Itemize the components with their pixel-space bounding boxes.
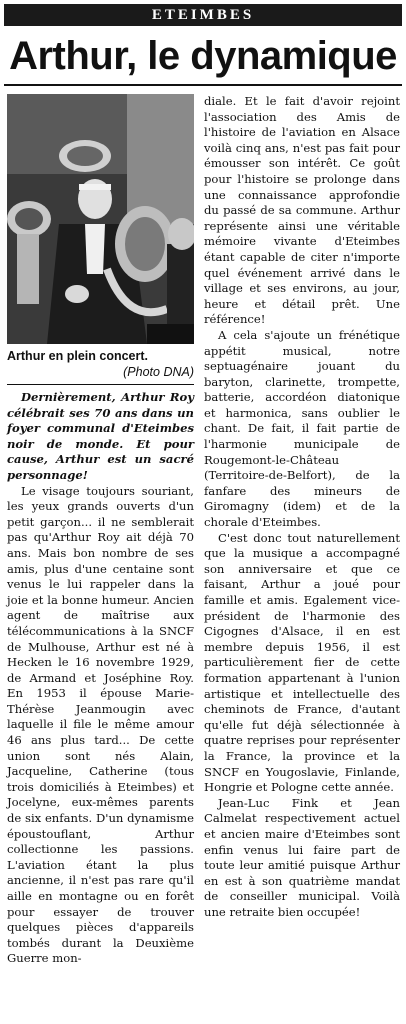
article-paragraph: diale. Et le fait d'avoir rejoint l'association des Amis de l'histoire de l'aviation en Alsace voilà cinq ans, n'est pas fait pour émousser son intérêt. Ce goût pour l'histoire se prolonge dans une connaissance approfondie du passé de sa commune. Arthur représente ainsi une véritable mémoire vivante d'Eteimbes étant capable de citer n'importe quel événement arrivé dans le village et ses environs, au jour, heure et détail prêt. Une référence! [204, 94, 400, 327]
photo-caption [7, 348, 194, 380]
section-title: ETEIMBES [151, 6, 255, 23]
caption-text: Arthur en plein concert. [7, 349, 148, 363]
article-paragraph: Jean-Luc Fink et Jean Calmelat respectivement actuel et ancien maire d'Eteimbes sont enfin venus lui faire part de toute leur amitié puisque Arthur en est à son quatrième mandat de conseiller municipal. Voilà une retraite bien occupée! [204, 795, 400, 919]
article-paragraph: A cela s'ajoute un frénétique appétit musical, notre septuagénaire jouant du baryton, clarinette, trompette, batterie, accordéon diatonique et harmonica, sans oublier le chant. De fait, il fait partie de l'harmonie municipale de Rougemont-le-Château (Territoire-de-Belfort), de la fanfare des mineurs de Giromagny (idem) et de la chorale d'Eteimbes. [204, 327, 400, 530]
article-column-right [204, 94, 400, 920]
article-lead: Dernièrement, Arthur Roy célébrait ses 70 ans dans un foyer communal d'Eteimbes noir de monde. Et pour cause, Arthur est un sacré personnage! [7, 390, 194, 482]
caption-rule [7, 384, 194, 385]
section-header [4, 4, 402, 26]
article-paragraph: Le visage toujours souriant, les yeux grands ouverts d'un petit garçon... il ne semblerait pas qu'Arthur Roy ait déjà 70 ans. Mais bon nombre de ses amis, plus d'une centaine sont venus le lui rappeler dans la joie et la bonne humeur. Ancien agent de maîtrise aux télécommunications à la SNCF de Mulhouse, Arthur est né à Hecken le 16 novembre 1929, de Armand et Joséphine Roy. En 1953 il épouse Marie-Thérèse Jeanmougin avec laquelle il file le même amour 46 ans plus tard... De cette union sont nés Alain, Jacqueline, Catherine (tous trois domiciliés à Eteimbes) et Jocelyne, eux-mêmes parents de six enfants. D'un dynamisme époustouflant, Arthur collectionne les passions. L'aviation étant la plus ancienne, il n'est pas rare qu'il aille en montagne ou en forêt pour essayer de trouver quelques pièces d'appareils tombés durant la Deuxième Guerre mon- [7, 483, 194, 966]
photo-credit: (Photo DNA) [123, 365, 194, 379]
article-column-left [7, 390, 194, 967]
article-headline: Arthur, le dynamique [9, 34, 397, 78]
concert-photo [7, 94, 194, 344]
headline-rule [4, 84, 402, 86]
article-paragraph: C'est donc tout naturellement que la musique a accompagné son anniversaire et que ce faisant, Arthur a joué pour famille et amis. Egalement vice-président de l'harmonie des Cigognes d'Alsace, il en est membre depuis 1956, il est particulièrement fier de cette formation appartenant à l'union artistique et intellectuelle des cheminots de France, d'autant qu'elle fut déjà sélectionnée à quatre reprises pour représenter la France, la province et la SNCF en Yougoslavie, Finlande, Hongrie et Pologne cette année. [204, 530, 400, 795]
